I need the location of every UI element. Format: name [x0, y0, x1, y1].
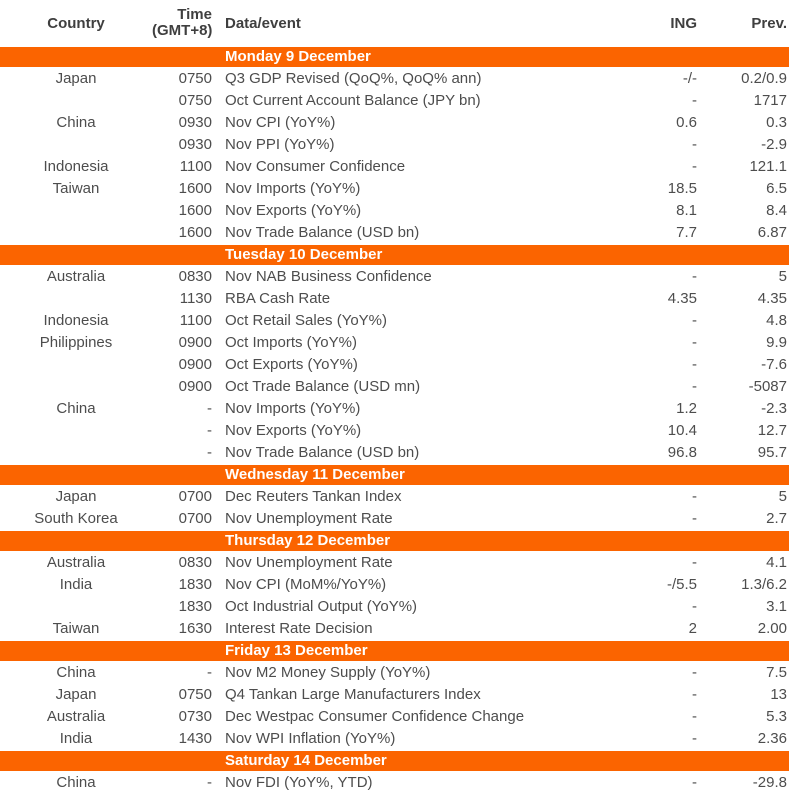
cell-country — [0, 354, 152, 376]
table-row — [0, 200, 789, 222]
cell-country — [0, 442, 152, 464]
column-header-time-line2: (GMT+8) — [152, 22, 212, 39]
table-body — [0, 47, 789, 794]
cell-time: 0700 — [178, 488, 212, 505]
cell-country — [0, 90, 152, 112]
cell-country — [0, 200, 152, 222]
cell-country: China — [56, 400, 96, 417]
cell-ing: - — [692, 708, 697, 725]
cell-time: 0700 — [178, 510, 212, 527]
cell-ing: -/- — [682, 70, 697, 87]
cell-prev: -29.8 — [752, 774, 787, 791]
table-row — [0, 728, 789, 750]
table-row — [0, 112, 789, 134]
cell-ing: 4.35 — [667, 290, 697, 307]
cell-prev: 8.4 — [766, 202, 787, 219]
cell-event: Interest Rate Decision — [225, 620, 373, 637]
cell-country: India — [59, 576, 93, 593]
cell-ing: - — [692, 268, 697, 285]
cell-prev: 4.35 — [757, 290, 787, 307]
cell-country — [0, 288, 152, 310]
cell-time: 0900 — [178, 378, 212, 395]
cell-ing: - — [692, 378, 697, 395]
cell-event: Dec Westpac Consumer Confidence Change — [225, 708, 525, 725]
cell-time: 1100 — [179, 312, 212, 329]
cell-prev: 7.5 — [766, 664, 787, 681]
cell-ing: - — [692, 312, 697, 329]
cell-event: Nov FDI (YoY%, YTD) — [225, 774, 373, 791]
cell-time: 0750 — [178, 686, 212, 703]
table-row — [0, 134, 789, 156]
cell-time: 0730 — [178, 708, 212, 725]
cell-event: Nov Imports (YoY%) — [225, 400, 361, 417]
cell-ing: - — [692, 136, 697, 153]
cell-event: Dec Reuters Tankan Index — [225, 488, 402, 505]
cell-prev: -2.3 — [761, 400, 787, 417]
cell-time: 0830 — [178, 554, 212, 571]
cell-ing: - — [692, 554, 697, 571]
cell-time: 0930 — [178, 114, 212, 131]
cell-event: Nov Trade Balance (USD bn) — [225, 224, 420, 241]
table-row — [0, 772, 789, 794]
cell-ing: 7.7 — [676, 224, 697, 241]
cell-ing: - — [692, 488, 697, 505]
cell-time: 1600 — [178, 202, 212, 219]
cell-prev: 1.3/6.2 — [741, 576, 787, 593]
cell-time: - — [207, 400, 212, 417]
cell-prev: 5 — [778, 268, 787, 285]
cell-time: 1100 — [179, 158, 212, 175]
cell-prev: 3.1 — [766, 598, 787, 615]
cell-prev: 2.7 — [766, 510, 787, 527]
cell-event: Nov Consumer Confidence — [225, 158, 406, 175]
cell-event: Nov Exports (YoY%) — [225, 422, 362, 439]
cell-event: Oct Trade Balance (USD mn) — [225, 378, 421, 395]
cell-prev: 0.3 — [766, 114, 787, 131]
table-row — [0, 354, 789, 376]
cell-event: Q4 Tankan Large Manufacturers Index — [225, 686, 481, 703]
cell-event: Nov Unemployment Rate — [225, 510, 393, 527]
cell-event: Nov PPI (YoY%) — [225, 136, 335, 153]
cell-time: 0900 — [178, 334, 212, 351]
cell-event: Nov Trade Balance (USD bn) — [225, 444, 420, 461]
cell-event: Nov CPI (YoY%) — [225, 114, 336, 131]
table-row — [0, 486, 789, 508]
cell-country — [0, 222, 152, 244]
cell-prev: 12.7 — [757, 422, 787, 439]
table-row — [0, 552, 789, 574]
cell-country — [0, 376, 152, 398]
cell-country: Japan — [55, 488, 97, 505]
cell-time: 1830 — [178, 576, 212, 593]
cell-ing: - — [692, 774, 697, 791]
table-row — [0, 288, 789, 310]
cell-ing: - — [692, 664, 697, 681]
cell-country: Australia — [46, 708, 106, 725]
cell-prev: 2.36 — [757, 730, 787, 747]
cell-ing: 1.2 — [676, 400, 697, 417]
cell-ing: -/5.5 — [666, 576, 697, 593]
cell-time: 1600 — [178, 180, 212, 197]
table-row — [0, 68, 789, 90]
day-header-band: Wednesday 11 December — [0, 465, 789, 485]
cell-ing: 10.4 — [667, 422, 697, 439]
column-header-data-event: Data/event — [225, 14, 301, 32]
cell-ing: 2 — [688, 620, 697, 637]
cell-ing: - — [692, 158, 697, 175]
cell-time: 0900 — [178, 356, 212, 373]
table-row — [0, 156, 789, 178]
table-row — [0, 332, 789, 354]
cell-prev: -5087 — [748, 378, 787, 395]
cell-prev: 2.00 — [757, 620, 787, 637]
cell-country: Australia — [46, 268, 106, 285]
column-header-ing: ING — [670, 14, 697, 32]
table-row — [0, 618, 789, 640]
cell-prev: 4.1 — [766, 554, 787, 571]
cell-prev: 9.9 — [766, 334, 787, 351]
cell-country: China — [56, 114, 96, 131]
table-row — [0, 376, 789, 398]
table-row — [0, 706, 789, 728]
day-header-band: Saturday 14 December — [0, 751, 789, 771]
cell-prev: 4.8 — [766, 312, 787, 329]
cell-prev: 121.1 — [749, 158, 787, 175]
cell-country: Japan — [55, 70, 97, 87]
cell-event: Nov M2 Money Supply (YoY%) — [225, 664, 431, 681]
cell-prev: -7.6 — [761, 356, 787, 373]
cell-time: 0750 — [178, 70, 212, 87]
cell-event: Oct Imports (YoY%) — [225, 334, 357, 351]
table-header-row — [0, 0, 789, 46]
table-row — [0, 90, 789, 112]
table-row — [0, 266, 789, 288]
cell-country: India — [59, 730, 93, 747]
table-row — [0, 398, 789, 420]
cell-time: 1430 — [178, 730, 212, 747]
day-header-band: Thursday 12 December — [0, 531, 789, 551]
cell-time: - — [207, 664, 212, 681]
cell-event: Nov Unemployment Rate — [225, 554, 393, 571]
cell-time: 1830 — [178, 598, 212, 615]
cell-country: China — [56, 664, 96, 681]
table-row — [0, 596, 789, 618]
cell-prev: 13 — [770, 686, 787, 703]
table-row — [0, 508, 789, 530]
cell-country — [0, 134, 152, 156]
cell-country: Indonesia — [43, 312, 109, 329]
cell-prev: 6.87 — [757, 224, 787, 241]
cell-ing: - — [692, 598, 697, 615]
cell-prev: -2.9 — [761, 136, 787, 153]
cell-ing: 96.8 — [667, 444, 697, 461]
table-row — [0, 662, 789, 684]
cell-event: Oct Current Account Balance (JPY bn) — [225, 92, 481, 109]
column-header-time — [152, 7, 212, 39]
cell-event: Oct Industrial Output (YoY%) — [225, 598, 418, 615]
cell-prev: 1717 — [753, 92, 787, 109]
cell-time: - — [207, 422, 212, 439]
day-header-band: Tuesday 10 December — [0, 245, 789, 265]
day-header-band: Monday 9 December — [0, 47, 789, 67]
table-row — [0, 178, 789, 200]
cell-event: RBA Cash Rate — [225, 290, 331, 307]
cell-ing: - — [692, 510, 697, 527]
cell-ing: - — [692, 334, 697, 351]
cell-prev: 5.3 — [766, 708, 787, 725]
cell-country: Philippines — [39, 334, 113, 351]
column-header-time-line1: Time — [177, 7, 212, 23]
cell-time: - — [207, 774, 212, 791]
cell-event: Oct Retail Sales (YoY%) — [225, 312, 388, 329]
cell-time: 0930 — [178, 136, 212, 153]
cell-time: 1630 — [178, 620, 212, 637]
cell-time: 0830 — [178, 268, 212, 285]
cell-prev: 0.2/0.9 — [741, 70, 787, 87]
table-row — [0, 574, 789, 596]
cell-country: China — [56, 774, 96, 791]
cell-time: 1600 — [178, 224, 212, 241]
table-row — [0, 222, 789, 244]
cell-event: Nov CPI (MoM%/YoY%) — [225, 576, 387, 593]
table-row — [0, 442, 789, 464]
column-header-prev: Prev. — [751, 14, 787, 32]
cell-country: Australia — [46, 554, 106, 571]
cell-ing: 18.5 — [667, 180, 697, 197]
table-row — [0, 420, 789, 442]
cell-ing: 0.6 — [676, 114, 697, 131]
day-header-band: Friday 13 December — [0, 641, 789, 661]
table-row — [0, 310, 789, 332]
cell-prev: 95.7 — [757, 444, 787, 461]
cell-time: 1130 — [179, 290, 212, 307]
cell-country: South Korea — [34, 510, 118, 527]
cell-event: Oct Exports (YoY%) — [225, 356, 358, 373]
cell-ing: - — [692, 730, 697, 747]
cell-event: Nov WPI Inflation (YoY%) — [225, 730, 396, 747]
cell-ing: - — [692, 686, 697, 703]
cell-country: Japan — [55, 686, 97, 703]
cell-event: Q3 GDP Revised (QoQ%, QoQ% ann) — [225, 70, 482, 87]
table-row — [0, 684, 789, 706]
cell-prev: 6.5 — [766, 180, 787, 197]
cell-country: Taiwan — [52, 180, 100, 197]
cell-country: Indonesia — [43, 158, 109, 175]
cell-prev: 5 — [778, 488, 787, 505]
cell-ing: - — [692, 92, 697, 109]
cell-country — [0, 596, 152, 618]
cell-ing: - — [692, 356, 697, 373]
cell-time: - — [207, 444, 212, 461]
cell-country — [0, 420, 152, 442]
cell-event: Nov Exports (YoY%) — [225, 202, 362, 219]
cell-event: Nov NAB Business Confidence — [225, 268, 432, 285]
cell-time: 0750 — [178, 92, 212, 109]
cell-ing: 8.1 — [676, 202, 697, 219]
cell-country: Taiwan — [52, 620, 100, 637]
column-header-country: Country — [47, 14, 105, 32]
cell-event: Nov Imports (YoY%) — [225, 180, 361, 197]
